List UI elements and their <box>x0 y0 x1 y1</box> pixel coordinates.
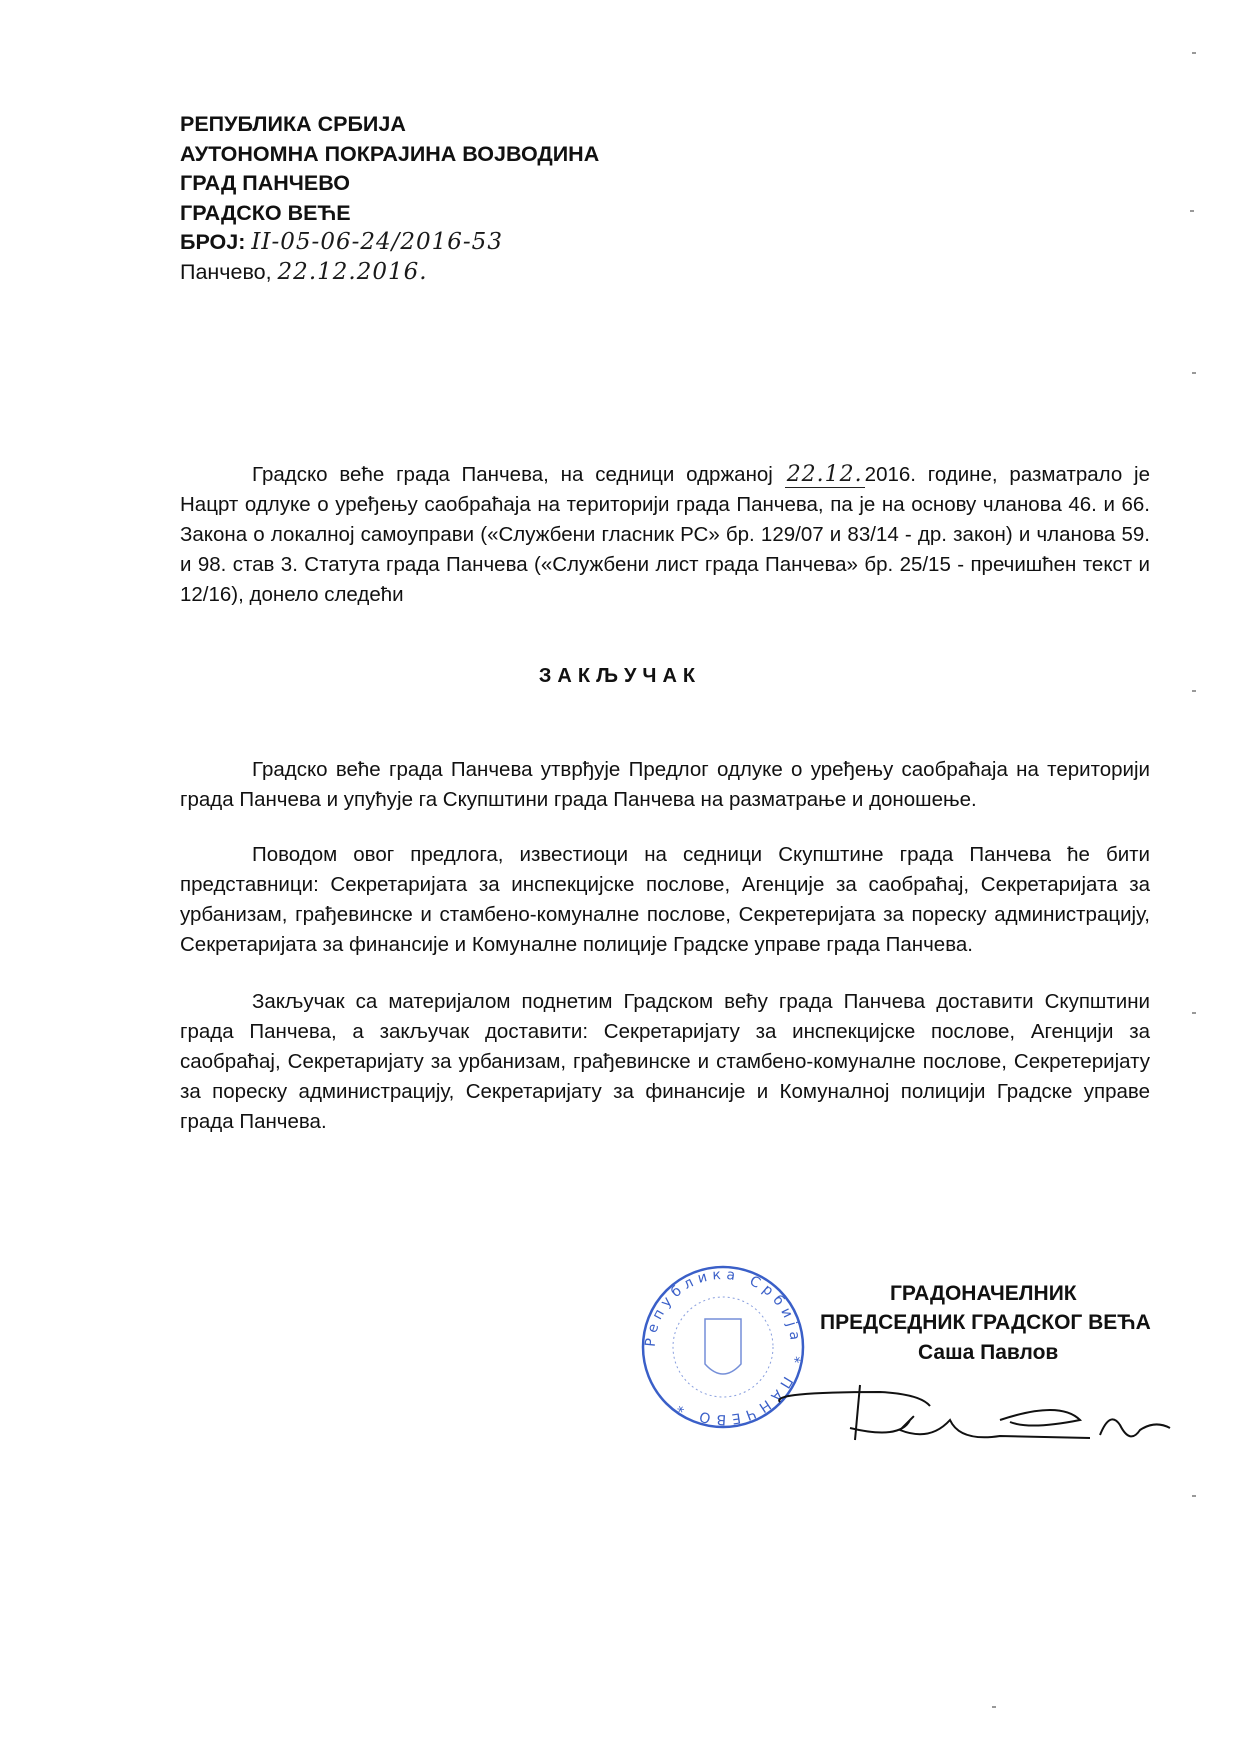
signatory-role-president: ПРЕДСЕДНИК ГРАДСКОГ ВЕЋА <box>820 1311 1151 1334</box>
scan-artifact <box>992 1706 996 1708</box>
header-place-date <box>180 258 599 288</box>
intro-text-before: Градско веће града Панчева, на седници одржаној <box>252 463 773 486</box>
scan-artifact <box>1192 52 1196 54</box>
scan-artifact <box>1192 1012 1196 1014</box>
coat-of-arms-icon <box>705 1319 741 1374</box>
paragraph-3: Поводом овог предлога, известиоци на седници Скупштине града Панчева ће бити представници: Секретаријата за инспекцијске послове, Агенције за саобраћај, Секретаријата за урбанизам, грађевинске и стамбено-комуналне послове, Секретеријата за пореску администрацију, Секретаријата за финансије и Комуналне полиције Градске управе града Панчева. <box>180 843 1150 956</box>
signatory-role-mayor: ГРАДОНАЧЕЛНИК <box>890 1282 1077 1305</box>
header-council: ГРАДСКО ВЕЋЕ <box>180 200 351 225</box>
number-label: БРОЈ: <box>180 230 246 254</box>
paragraph-4: Закључак са материјалом поднетим Градском већу града Панчева доставити Скупштини града Панчева, а закључак доставити: Секретаријату за инспекцијске послове, Агенцији за саобраћај, Секретаријату за урбанизам, грађевинске и стамбено-комуналне послове, Секретеријату за пореску администрацију, Секретаријату за финансије и Комуналној полицији Градске управе града Панчева. <box>180 990 1150 1133</box>
intro-paragraph <box>180 460 1150 610</box>
scan-artifact <box>1192 1495 1196 1497</box>
document-title: ЗАКЉУЧАК <box>538 665 702 687</box>
header-city: ГРАД ПАНЧЕВО <box>180 171 350 195</box>
scan-artifact <box>1190 210 1194 212</box>
handwritten-number: II-05-06-24/2016-53 <box>251 229 503 255</box>
document-header <box>180 110 599 287</box>
paragraph-2: Градско веће града Панчева утврђује Предлог одлуке о уређењу саобраћаја на територији града Панчева и упућује га Скупштини града Панчева на разматрање и доношење. <box>180 758 1150 811</box>
stamp-text: Република Србија * ПАНЧЕВО * <box>642 1266 804 1428</box>
handwritten-signature <box>760 1380 1180 1460</box>
header-province: АУТОНОМНА ПОКРАЈИНА ВОЈВОДИНА <box>180 141 600 166</box>
signatory-name: Саша Павлов <box>918 1341 1059 1364</box>
handwritten-date: 22.12.2016. <box>277 258 428 285</box>
intro-text-after: 2016. године, разматрало је Нацрт одлуке о уређењу саобраћаја на територији града Панчева, па је на основу чланова 46. и 66. Закона о локалној самоуправи («Службени гласник РС» бр. 129/07 и 83/14 - др. закон) и чланова 59. и 98. став 3. Статута града Панчева («Службени лист града Панчева» бр. 25/15 - пречишћен текст и 12/16), донело следећи <box>180 463 1151 606</box>
header-number <box>180 228 599 258</box>
scan-artifact <box>1192 372 1196 374</box>
scan-artifact <box>1192 690 1196 692</box>
header-country: РЕПУБЛИКА СРБИЈА <box>180 112 406 136</box>
handwritten-session-date: 22.12. <box>786 462 863 487</box>
place-label: Панчево, <box>180 259 272 284</box>
